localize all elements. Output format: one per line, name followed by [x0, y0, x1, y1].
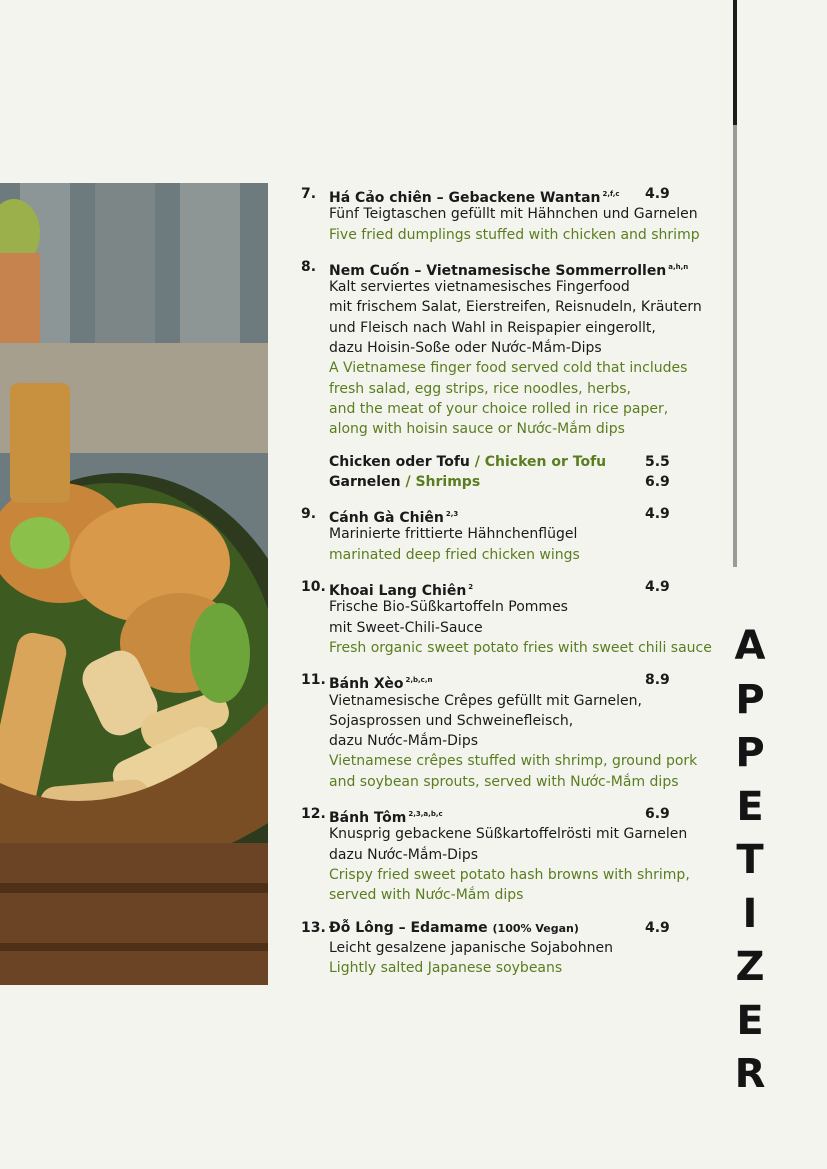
- menu-item: [301, 670, 721, 792]
- item-name: Khoai Lang Chiên $^2$: [329, 583, 474, 600]
- allergen-codes: 2,3: [445, 510, 459, 519]
- section-title-letter: Z: [735, 944, 765, 990]
- menu-list: [301, 184, 721, 990]
- item-description-en: and soybean sprouts, served with Nước-Mắm dips: [329, 773, 679, 790]
- item-price: 4.9: [645, 919, 670, 936]
- item-option: Garnelen / Shrimps 6.9: [301, 472, 721, 492]
- item-price: 6.9: [645, 806, 670, 823]
- item-description-en: A Vietnamese finger food served cold that includes: [329, 360, 688, 377]
- section-title-letter: R: [734, 1051, 766, 1097]
- item-description-de: mit Sweet-Chili-Sauce: [329, 619, 483, 636]
- item-name: Đỗ Lông – Edamame (100% Vegan): [329, 919, 579, 936]
- item-number: 13.: [301, 919, 326, 936]
- item-description-en: Five fried dumplings stuffed with chicken and shrimp: [329, 226, 700, 243]
- section-title-letter: P: [735, 730, 765, 776]
- item-description-de: dazu Nước-Mắm-Dips: [329, 846, 478, 863]
- item-description-de: Vietnamesische Crêpes gefüllt mit Garnelen,: [329, 692, 642, 709]
- item-description-de: Fünf Teigtaschen gefüllt mit Hähnchen und Garnelen: [329, 206, 698, 223]
- item-number: 11.: [301, 672, 326, 689]
- item-name: Bánh Tôm $^{2,3,a,b,c}$: [329, 810, 443, 827]
- option-price: 5.5: [645, 453, 670, 470]
- allergen-codes: 2,f,c: [602, 190, 620, 198]
- section-title-letter: I: [742, 890, 758, 937]
- section-title-text: [735, 620, 766, 1102]
- item-description-de: Knusprig gebackene Süßkartoffelrösti mit Garnelen: [329, 826, 688, 843]
- item-number: 8.: [301, 258, 317, 275]
- allergen-codes: 2,b,c,n: [405, 676, 433, 685]
- item-number: 10.: [301, 579, 326, 596]
- item-description-de: mit frischem Salat, Eierstreifen, Reisnudeln, Kräutern: [329, 299, 702, 316]
- section-title-letter: A: [734, 623, 766, 669]
- item-description-en: along with hoisin sauce or Nước-Mắm dips: [329, 421, 625, 438]
- item-description-de: Kalt serviertes vietnamesisches Fingerfood: [329, 279, 630, 296]
- item-description-en: marinated deep fried chicken wings: [329, 546, 580, 563]
- item-price: 4.9: [645, 186, 670, 202]
- item-number: 12.: [301, 806, 326, 823]
- item-price: 4.9: [645, 506, 670, 523]
- item-name: Nem Cuốn – Vietnamesische Sommerrollen $^{a,h,n}$: [329, 262, 689, 279]
- option-name-en: Chicken or Tofu: [484, 453, 607, 470]
- item-description-en: Crispy fried sweet potato hash browns with shrimp,: [329, 866, 690, 883]
- option-name-en: Shrimps: [415, 473, 481, 490]
- item-description-en: fresh salad, egg strips, rice noodles, herbs,: [329, 380, 631, 397]
- food-photo-art: [0, 183, 268, 985]
- food-photo: [0, 183, 268, 985]
- item-description-en: Vietnamese crêpes stuffed with shrimp, ground pork: [329, 753, 698, 770]
- item-name: Cánh Gà Chiên $^{2,3}$: [329, 510, 459, 527]
- section-title-letter: E: [736, 997, 764, 1044]
- divider-line-light: [733, 125, 737, 567]
- menu-item: [301, 577, 721, 658]
- item-description-en: Lightly salted Japanese soybeans: [329, 960, 563, 977]
- item-description-de: Frische Bio-Süßkartoffeln Pommes: [329, 599, 568, 616]
- menu-item: [301, 804, 721, 905]
- item-description-de: Sojasprossen und Schweinefleisch,: [329, 712, 574, 729]
- section-title-letter: E: [736, 783, 764, 830]
- item-description-de: dazu Nước-Mắm-Dips: [329, 733, 478, 750]
- item-price: 8.9: [645, 672, 670, 689]
- option-name-de: Chicken oder Tofu: [329, 453, 470, 470]
- item-description-de: dazu Hoisin-Soße oder Nước-Mắm-Dips: [329, 340, 602, 357]
- vegan-badge: (100% Vegan): [492, 921, 579, 935]
- option-price: 6.9: [645, 473, 670, 490]
- menu-item: [301, 184, 721, 245]
- item-option: Chicken oder Tofu / Chicken or Tofu 5.5: [301, 452, 721, 472]
- section-title-letter: P: [735, 676, 765, 723]
- item-name: Bánh Xèo $^{2,b,c,n}$: [329, 676, 433, 693]
- item-description-en: Fresh organic sweet potato fries with sweet chili sauce: [329, 639, 712, 656]
- item-name: Há Cảo chiên – Gebackene Wantan $^{2,f,c}$: [329, 190, 620, 206]
- item-description-en: and the meat of your choice rolled in rice paper,: [329, 400, 669, 417]
- menu-item: [301, 257, 721, 492]
- item-number: 7.: [301, 186, 317, 202]
- divider-line-dark: [733, 0, 737, 125]
- option-name-de: Garnelen: [329, 473, 401, 490]
- item-description-de: Marinierte frittierte Hähnchenflügel: [329, 526, 578, 543]
- section-title-letter: T: [736, 837, 764, 883]
- allergen-codes: 2: [468, 583, 474, 592]
- allergen-codes: 2,3,a,b,c: [408, 810, 443, 819]
- item-description-de: Leicht gesalzene japanische Sojabohnen: [329, 939, 613, 956]
- section-title: [730, 620, 770, 1102]
- item-description-en: served with Nước-Mắm dips: [329, 887, 524, 904]
- item-number: 9.: [301, 506, 317, 523]
- item-description-de: und Fleisch nach Wahl in Reispapier eingerollt,: [329, 319, 656, 336]
- menu-item: [301, 918, 721, 979]
- menu-item: [301, 504, 721, 565]
- item-price: 4.9: [645, 579, 670, 596]
- allergen-codes: a,h,n: [668, 262, 689, 271]
